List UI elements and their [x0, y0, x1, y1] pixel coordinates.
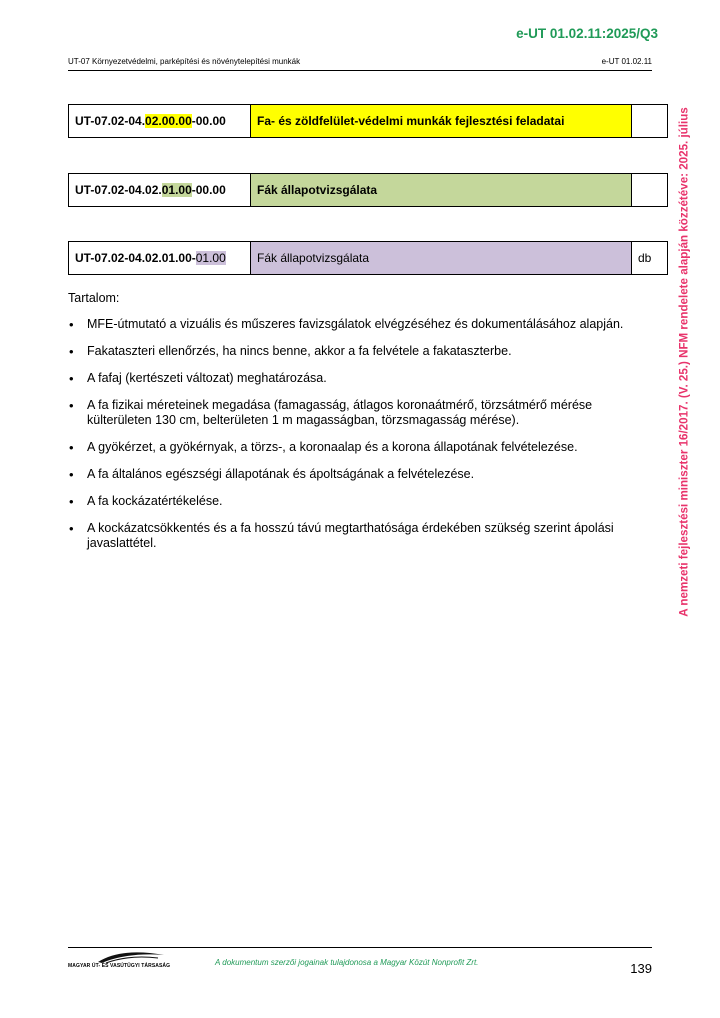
list-item: • A kockázatcsökkentés és a fa hosszú távú megtarthatósága érdekében szükség szerint ápolási javaslattétel.	[68, 521, 653, 551]
code-prefix: UT-07.02-04.02.01.00-	[75, 251, 196, 265]
item-code	[69, 105, 251, 137]
item-code	[69, 242, 251, 274]
item-title: Fák állapotvizsgálata	[251, 242, 632, 274]
code-prefix: UT-07.02-04.	[75, 114, 146, 128]
publication-note	[673, 96, 695, 628]
road-swoosh-icon	[96, 950, 166, 964]
page-number: 139	[630, 961, 652, 976]
publication-note-text: A nemzeti fejlesztési miniszter 16/2017. (V. 25.) NFM rendelete alapján közzétéve: 2025. július	[677, 107, 691, 617]
item-code	[69, 174, 251, 206]
code-suffix: -00.00	[191, 114, 226, 128]
running-title: UT-07 Környezetvédelmi, parképítési és növénytelepítési munkák	[68, 57, 301, 66]
list-item: • A fa kockázatértékelése.	[68, 494, 653, 509]
list-item: • A fa általános egészségi állapotának és ápoltságának a felvételezése.	[68, 467, 653, 482]
list-item: • Fakataszteri ellenőrzés, ha nincs benne, akkor a fa felvétele a fakataszterbe.	[68, 344, 653, 359]
code-table-main-task	[68, 104, 668, 138]
content-list	[68, 317, 653, 563]
item-unit	[632, 174, 667, 206]
code-table-subtask	[68, 173, 668, 207]
logo-text: MAGYAR ÚT- ÉS VASÚTÜGYI TÁRSASÁG	[68, 963, 171, 969]
running-header	[68, 57, 652, 71]
code-prefix: UT-07.02-04.02.	[75, 183, 162, 197]
code-highlight: 02.00.00	[145, 114, 192, 128]
item-title: Fák állapotvizsgálata	[251, 174, 632, 206]
document-code: e-UT 01.02.11:2025/Q3	[516, 26, 658, 41]
item-title: Fa- és zöldfelület-védelmi munkák fejlesztési feladatai	[251, 105, 632, 137]
society-logo	[68, 950, 171, 972]
item-unit	[632, 105, 667, 137]
list-item: • MFE-útmutató a vizuális és műszeres favizsgálatok elvégzéséhez és dokumentálásához alapján.	[68, 317, 653, 332]
copyright-notice: A dokumentum szerzői jogainak tulajdonosa a Magyar Közút Nonprofit Zrt.	[215, 958, 479, 967]
list-item: • A gyökérzet, a gyökérnyak, a törzs-, a koronaalap és a korona állapotának felvételezése.	[68, 440, 653, 455]
content-label: Tartalom:	[68, 291, 120, 305]
list-item: • A fafaj (kertészeti változat) meghatározása.	[68, 371, 653, 386]
running-code: e-UT 01.02.11	[601, 57, 652, 66]
code-highlight: 01.00	[195, 251, 226, 265]
item-unit: db	[638, 251, 652, 265]
code-highlight: 01.00	[161, 183, 192, 197]
footer-divider	[68, 947, 652, 948]
list-item: • A fa fizikai méreteinek megadása (famagasság, átlagos koronaátmérő, törzsátmérő mérése külterületen 130 cm, belterületen 1 m magasságban, törzsmagasság mérése).	[68, 398, 653, 428]
code-suffix: -00.00	[191, 183, 226, 197]
code-table-work-item	[68, 241, 668, 275]
